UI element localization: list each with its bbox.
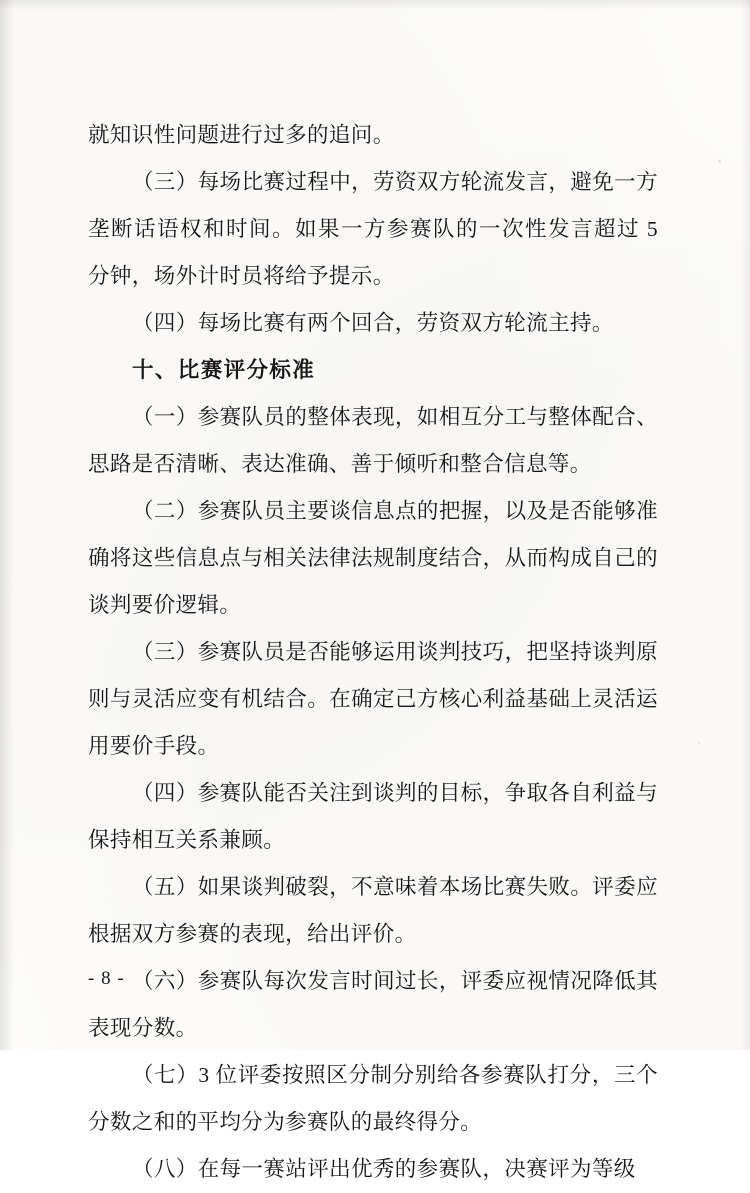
section-heading-scoring-criteria: 十、比赛评分标准 — [132, 358, 316, 382]
paragraph-score-2: （二）参赛队员主要谈信息点的把握，以及是否能够准确将这些信息点与相关法律法规制度结合，从而构成自己的谈判要价逻辑。 — [88, 499, 658, 617]
scan-speck — [718, 160, 721, 163]
paragraph-score-8: （八）在每一赛站评出优秀的参赛队，决赛评为等级 — [132, 1157, 636, 1181]
paragraph-score-1: （一）参赛队员的整体表现，如相互分工与整体配合、思路是否清晰、表达准确、善于倾听和整合信息等。 — [88, 405, 658, 476]
scan-speck — [698, 742, 700, 744]
scan-shadow-top — [0, 0, 750, 10]
scan-shadow-left — [0, 0, 14, 1050]
paragraph-continuation: 就知识性问题进行过多的追问。 — [88, 123, 395, 147]
paragraph-item-4: （四）每场比赛有两个回合，劳资双方轮流主持。 — [132, 311, 614, 335]
paragraph-score-5: （五）如果谈判破裂，不意味着本场比赛失败。评委应根据双方参赛的表现，给出评价。 — [88, 875, 658, 946]
paragraph-score-3: （三）参赛队员是否能够运用谈判技巧，把坚持谈判原则与灵活应变有机结合。在确定己方核心利益基础上灵活运用要价手段。 — [88, 640, 658, 758]
page-number: - 8 - — [88, 968, 125, 989]
scan-shadow-right — [740, 0, 750, 1050]
document-body — [88, 112, 658, 1193]
paragraph-score-6: （六）参赛队每次发言时间过长，评委应视情况降低其表现分数。 — [88, 969, 658, 1040]
paragraph-score-7: （七）3 位评委按照区分制分别给各参赛队打分，三个分数之和的平均分为参赛队的最终得分。 — [88, 1063, 658, 1134]
paragraph-item-3: （三）每场比赛过程中，劳资双方轮流发言，避免一方垄断话语权和时间。如果一方参赛队的一次性发言超过 5 分钟，场外计时员将给予提示。 — [88, 170, 658, 288]
paragraph-score-4: （四）参赛队能否关注到谈判的目标，争取各自利益与保持相互关系兼顾。 — [88, 781, 658, 852]
